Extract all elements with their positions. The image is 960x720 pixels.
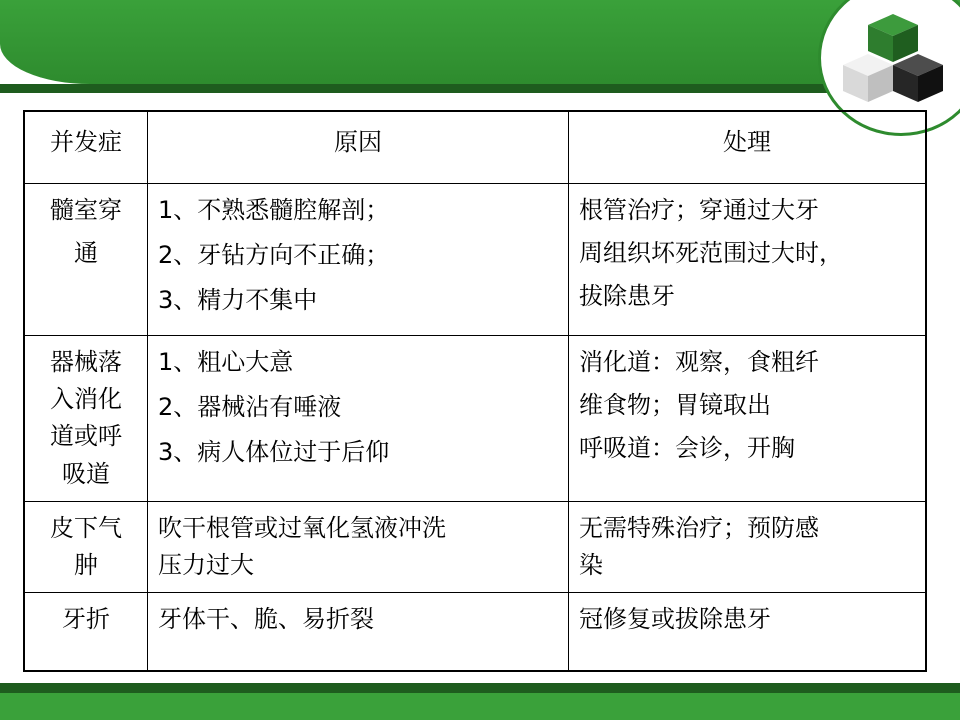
header-treatment: 处理 [569,111,927,183]
treatment-line: 根管治疗；穿通过大牙 [579,195,819,224]
cause-cell [148,593,569,671]
cause-line: 2、器械沾有唾液 [158,393,342,422]
treatment-cell [569,336,927,502]
complication-cell [24,593,148,671]
header-green-band [0,0,960,84]
complication-line: 肿 [74,551,98,579]
treatment-line: 维食物；胃镜取出 [579,391,771,420]
complication-line: 入消化 [50,385,122,414]
table-row [24,183,926,336]
treatment-line: 染 [579,551,603,579]
header-band [0,0,960,95]
complications-table-wrapper [23,110,927,672]
treatment-cell [569,501,927,592]
treatment-line: 冠修复或拔除患牙 [579,605,771,634]
footer-dark-line [0,683,960,693]
header-cause: 原因 [148,111,569,183]
complication-line: 皮下气 [50,513,122,542]
cause-line: 2、牙钻方向不正确； [158,240,390,269]
header-dark-line [0,84,960,93]
treatment-line: 消化道：观察，食粗纤 [579,348,819,377]
cubes-logo-icon [838,10,948,105]
treatment-line: 周组织坏死范围过大时， [579,238,843,267]
treatment-line: 无需特殊治疗；预防感 [579,513,819,542]
complication-line: 牙折 [62,605,110,634]
table-row [24,593,926,671]
treatment-cell [569,593,927,671]
table-row [24,501,926,592]
cause-line: 3、精力不集中 [158,285,318,314]
complication-line: 器械落 [50,348,122,377]
treatment-cell [569,183,927,336]
cause-line: 1、不熟悉髓腔解剖； [158,195,390,224]
complication-line: 髓室穿 [50,195,122,224]
cause-line: 牙体干、脆、易折裂 [158,605,374,634]
complication-cell [24,183,148,336]
footer-band [0,683,960,720]
complication-cell [24,336,148,502]
cause-line: 1、粗心大意 [158,348,294,377]
complication-cell [24,501,148,592]
complications-table [23,110,927,672]
table-header-row [24,111,926,183]
cause-line: 压力过大 [158,551,254,579]
cause-cell [148,501,569,592]
complication-line: 吸道 [62,459,110,488]
table-row [24,336,926,502]
cause-cell [148,336,569,502]
treatment-line: 呼吸道：会诊，开胸 [579,434,795,463]
treatment-line: 拔除患牙 [579,281,675,310]
cause-line: 吹干根管或过氧化氢液冲洗 [158,513,446,542]
complication-line: 道或呼 [50,422,122,451]
cause-cell [148,183,569,336]
complication-line: 通 [74,238,98,267]
header-complication: 并发症 [24,111,148,183]
footer-green-band [0,693,960,720]
cause-line: 3、病人体位过于后仰 [158,438,390,467]
